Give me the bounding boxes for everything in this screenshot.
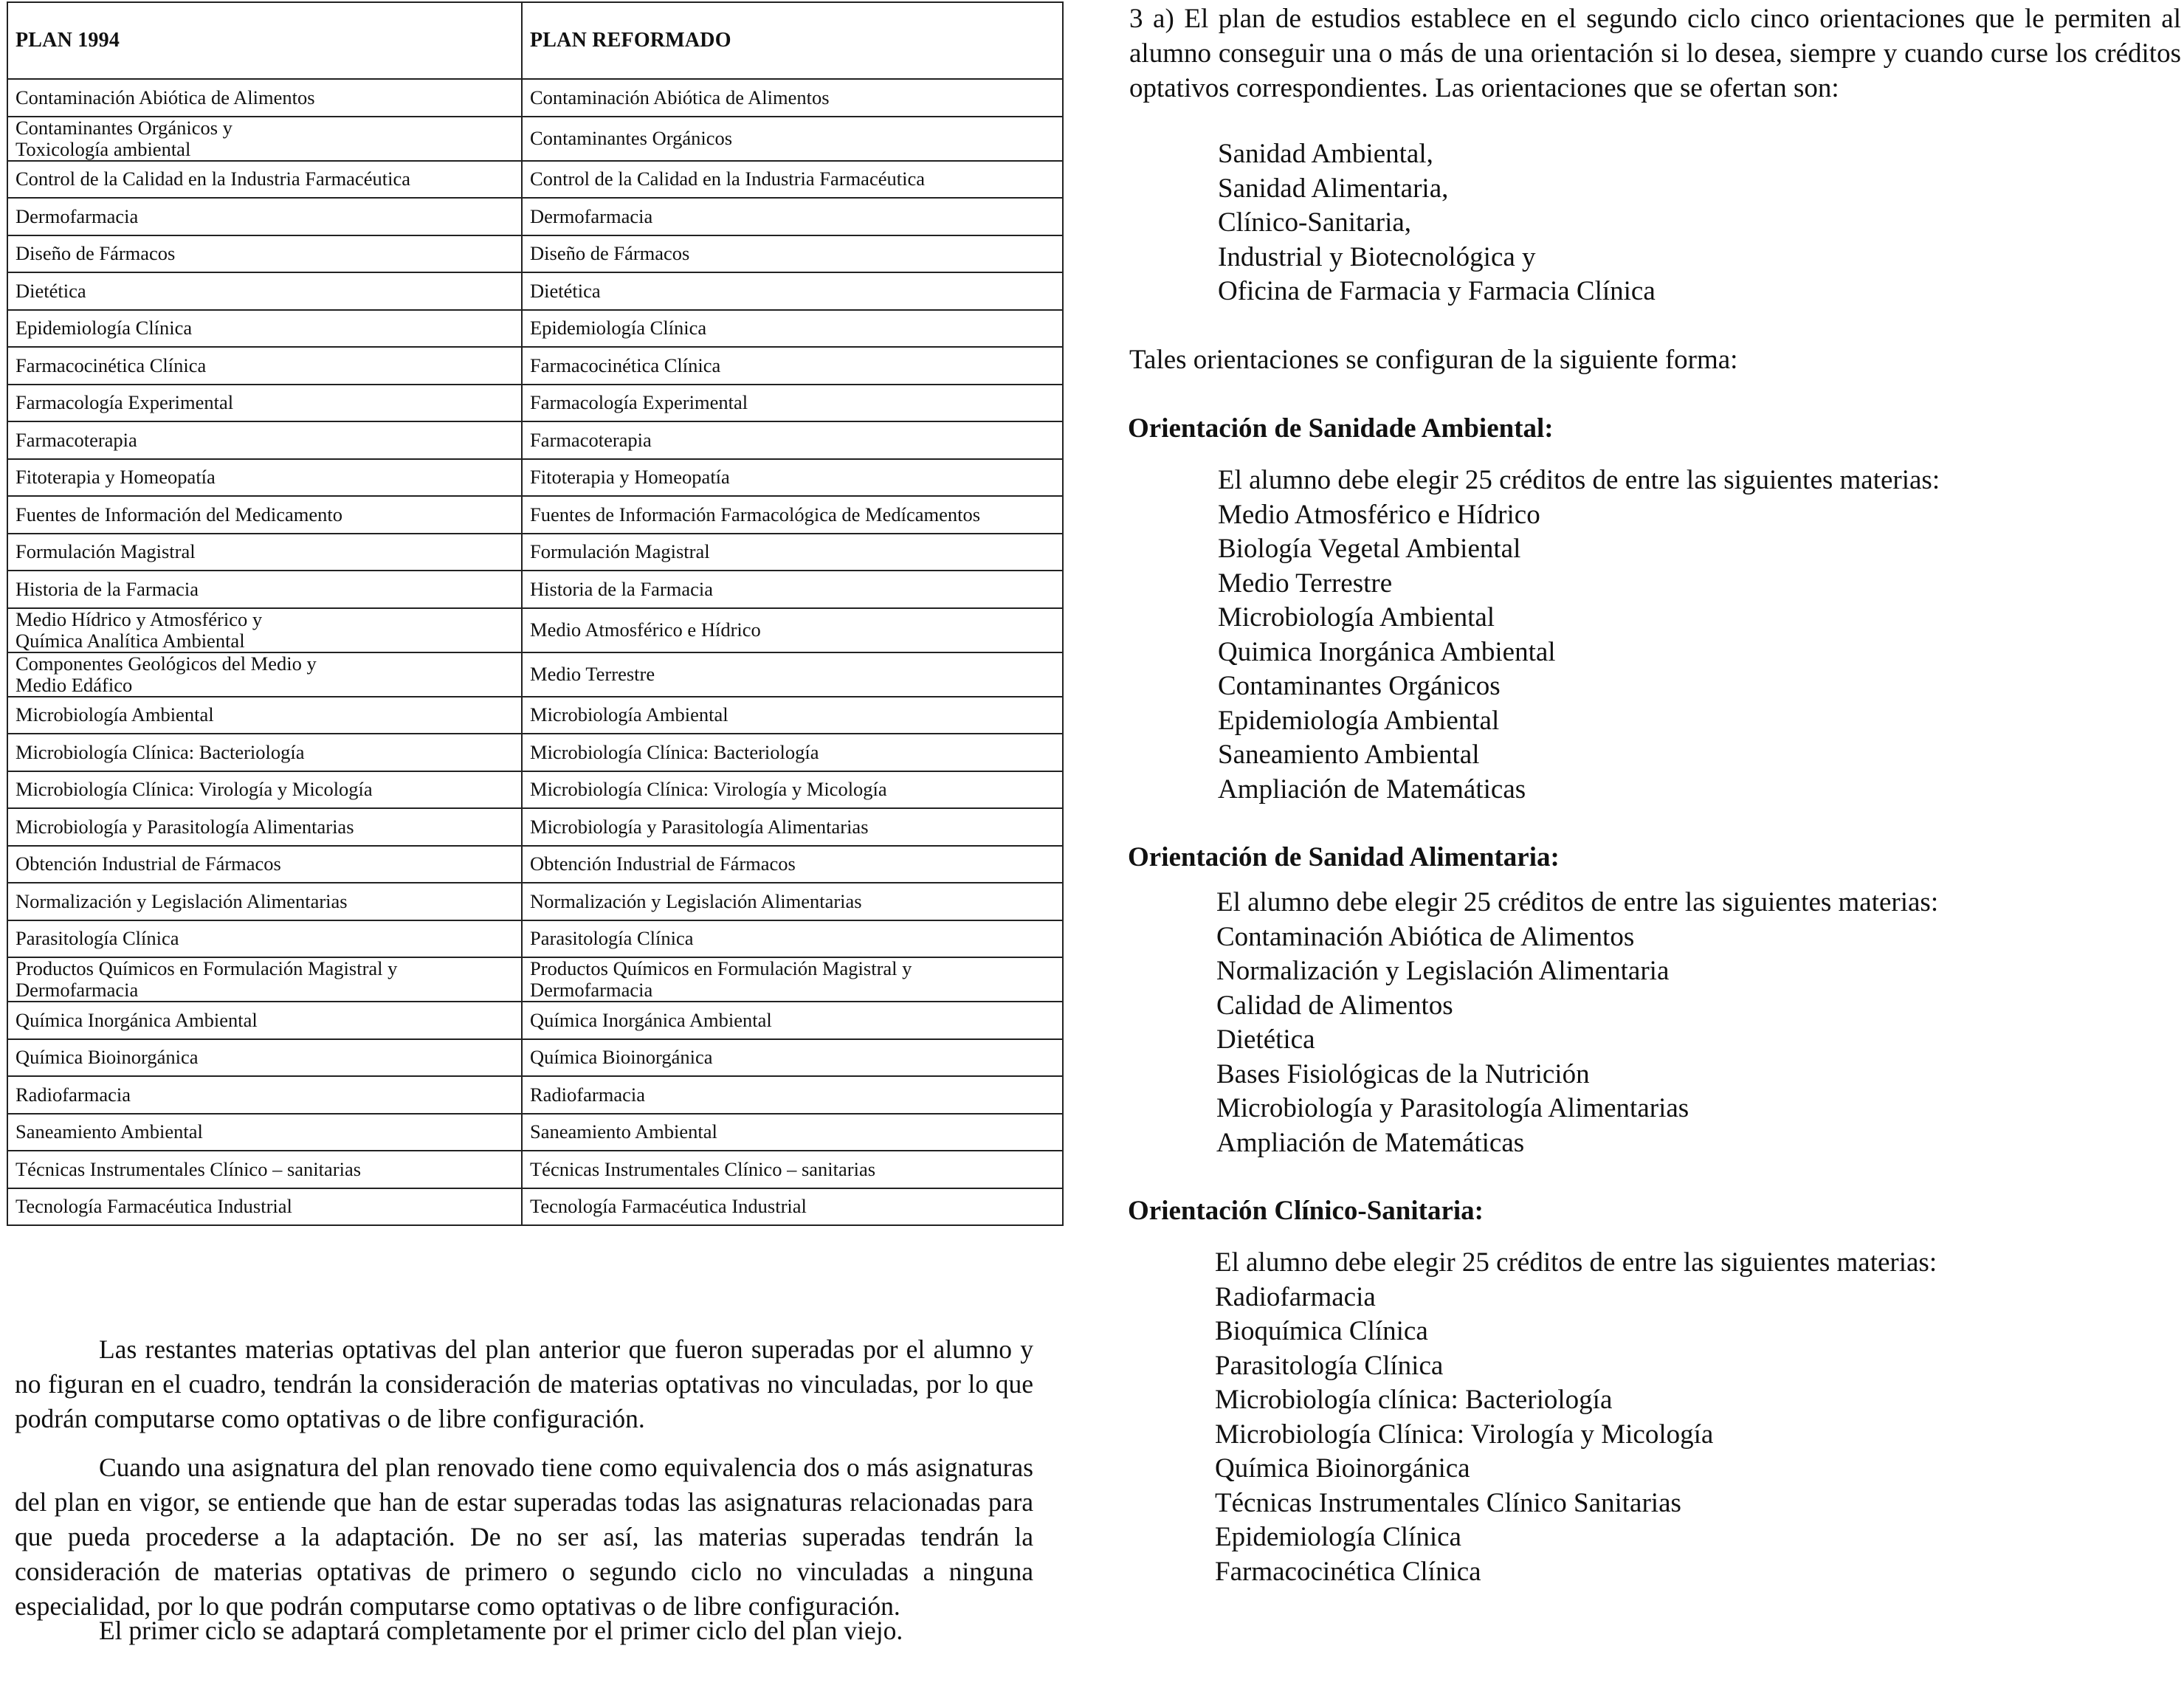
new-plan-cell: Química Bioinorgánica [522,1039,1063,1077]
old-plan-cell: Productos Químicos en Formulación Magistral y Dermofarmacia [7,957,522,1002]
header-plan-reformado: PLAN REFORMADO [522,2,1063,79]
new-plan-cell: Normalización y Legislación Alimentarias [522,883,1063,920]
header-plan-1994: PLAN 1994 [7,2,522,79]
list-item: Biología Vegetal Ambiental [1218,534,1521,564]
list-item: Dietética [1216,1024,1315,1055]
list-item: Quimica Inorgánica Ambiental [1218,636,1556,667]
list-item: Normalización y Legislación Alimentaria [1216,956,1670,986]
new-plan-cell: Obtención Industrial de Fármacos [522,846,1063,883]
list-item: Saneamiento Ambiental [1218,740,1480,770]
list-item: Contaminación Abiótica de Alimentos [1216,921,1635,952]
table-row [7,347,1063,385]
new-plan-cell: Farmacocinética Clínica [522,347,1063,385]
list-item: Medio Terrestre [1218,568,1393,599]
equivalence-table [7,1,1064,1226]
list-item: Industrial y Biotecnológica y [1218,241,1536,272]
remaining-subjects-paragraph: Las restantes materias optativas del plan anterior que fueron superadas por el alumno y no figuran en el cuadro, tendrán la consideración de materias optativas no vinculadas, por lo que podrán computarse como optativas o de libre configuración. [15,1334,1033,1433]
list-item: Ampliación de Matemáticas [1216,1127,1525,1158]
old-plan-cell: Formulación Magistral [7,534,522,571]
new-plan-cell: Medio Atmosférico e Hídrico [522,608,1063,652]
new-plan-cell: Historia de la Farmacia [522,571,1063,608]
new-plan-cell: Fitoterapia y Homeopatía [522,459,1063,497]
subject-list-sanidad-alimentaria [1216,886,1938,1160]
new-plan-cell: Control de la Calidad en la Industria Farmacéutica [522,161,1063,199]
configuration-line: Tales orientaciones se configuran de la siguiente forma: [1129,345,1738,375]
new-plan-cell: Contaminantes Orgánicos [522,117,1063,161]
new-plan-cell: Epidemiología Clínica [522,310,1063,348]
old-plan-cell: Radiofarmacia [7,1076,522,1114]
table-row [7,79,1063,117]
old-plan-cell: Obtención Industrial de Fármacos [7,846,522,883]
old-plan-cell: Microbiología Clínica: Bacteriología [7,734,522,771]
first-cycle-paragraph: El primer ciclo se adaptará completamente por el primer ciclo del plan viejo. [99,1616,903,1645]
orientations-intro-paragraph: 3 a) El plan de estudios establece en el segundo ciclo cinco orientaciones que le permiten al alumno conseguir una o más de una orientación si lo desea, siempre y cuando curse los créditos optativos correspondientes. Las orientaciones que se ofertan son: [1129,4,2181,103]
old-plan-cell: Farmacología Experimental [7,385,522,422]
new-plan-cell: Productos Químicos en Formulación Magistral y Dermofarmacia [522,957,1063,1002]
new-plan-cell: Fuentes de Información Farmacológica de Medícamentos [522,496,1063,534]
section-heading-sanidad-alimentaria: Orientación de Sanidad Alimentaria: [1128,842,1560,872]
new-plan-cell: Medio Terrestre [522,652,1063,697]
list-item: Bioquímica Clínica [1215,1316,1428,1346]
list-item: Bases Fisiológicas de la Nutrición [1216,1058,1590,1089]
new-plan-cell: Saneamiento Ambiental [522,1114,1063,1151]
table-row [7,697,1063,734]
table-row [7,198,1063,235]
table-row [7,421,1063,459]
old-plan-cell: Contaminantes Orgánicos y Toxicología ambiental [7,117,522,161]
new-plan-cell: Química Inorgánica Ambiental [522,1002,1063,1039]
table-row [7,1114,1063,1151]
list-item: Farmacocinética Clínica [1215,1556,1481,1587]
list-item: Sanidad Alimentaria, [1218,173,1449,204]
old-plan-cell: Tecnología Farmacéutica Industrial [7,1188,522,1226]
table-row [7,534,1063,571]
table-row [7,883,1063,920]
list-item: Ampliación de Matemáticas [1218,774,1526,805]
table-header-row [7,2,1063,79]
orientations-list [1218,137,1656,309]
list-instruction: El alumno debe elegir 25 créditos de entre las siguientes materias: [1216,887,1939,917]
table-row [7,1039,1063,1077]
list-item: Microbiología Ambiental [1218,602,1495,633]
section-heading-sanidad-ambiental: Orientación de Sanidade Ambiental: [1128,413,1554,444]
old-plan-cell: Contaminación Abiótica de Alimentos [7,79,522,117]
list-item: Microbiología clínica: Bacteriología [1215,1385,1613,1415]
new-plan-cell: Microbiología Clínica: Virología y Micología [522,771,1063,809]
table-row [7,272,1063,310]
table-body [7,79,1063,1225]
old-plan-cell: Farmacoterapia [7,421,522,459]
list-instruction: El alumno debe elegir 25 créditos de entre las siguientes materias: [1215,1247,1937,1278]
table-row [7,310,1063,348]
table-row [7,771,1063,809]
list-item: Microbiología Clínica: Virología y Micología [1215,1419,1714,1450]
old-plan-cell: Medio Hídrico y Atmosférico y Química Analítica Ambiental [7,608,522,652]
section-heading-clinico-sanitaria: Orientación Clínico-Sanitaria: [1128,1196,1484,1226]
list-item: Radiofarmacia [1215,1281,1376,1312]
new-plan-cell: Contaminación Abiótica de Alimentos [522,79,1063,117]
new-plan-cell: Radiofarmacia [522,1076,1063,1114]
list-item: Oficina de Farmacia y Farmacia Clínica [1218,276,1656,306]
old-plan-cell: Microbiología Clínica: Virología y Micología [7,771,522,809]
table-row [7,496,1063,534]
new-plan-cell: Farmacología Experimental [522,385,1063,422]
old-plan-cell: Química Inorgánica Ambiental [7,1002,522,1039]
new-plan-cell: Formulación Magistral [522,534,1063,571]
list-item: Sanidad Ambiental, [1218,139,1433,169]
old-plan-cell: Control de la Calidad en la Industria Farmacéutica [7,161,522,199]
old-plan-cell: Fuentes de Información del Medicamento [7,496,522,534]
table-row [7,1188,1063,1226]
old-plan-cell: Componentes Geológicos del Medio y Medio Edáfico [7,652,522,697]
list-item: Microbiología y Parasitología Alimentarias [1216,1093,1689,1123]
list-item: Medio Atmosférico e Hídrico [1218,499,1540,530]
table-row [7,161,1063,199]
new-plan-cell: Tecnología Farmacéutica Industrial [522,1188,1063,1226]
old-plan-cell: Microbiología Ambiental [7,697,522,734]
list-item: Epidemiología Clínica [1215,1522,1461,1552]
table-row [7,235,1063,273]
table-row [7,652,1063,697]
list-item: Parasitología Clínica [1215,1350,1444,1381]
list-item: Química Bioinorgánica [1215,1453,1470,1484]
old-plan-cell: Química Bioinorgánica [7,1039,522,1077]
new-plan-cell: Dermofarmacia [522,198,1063,235]
new-plan-cell: Técnicas Instrumentales Clínico – sanitarias [522,1151,1063,1188]
old-plan-cell: Fitoterapia y Homeopatía [7,459,522,497]
old-plan-cell: Farmacocinética Clínica [7,347,522,385]
new-plan-cell: Parasitología Clínica [522,920,1063,958]
table-row [7,571,1063,608]
list-instruction: El alumno debe elegir 25 créditos de entre las siguientes materias: [1218,465,1940,495]
list-item: Técnicas Instrumentales Clínico Sanitarias [1215,1487,1681,1518]
list-item: Epidemiología Ambiental [1218,705,1500,736]
table-row [7,1002,1063,1039]
new-plan-cell: Microbiología Ambiental [522,697,1063,734]
list-item: Clínico-Sanitaria, [1218,207,1412,238]
old-plan-cell: Normalización y Legislación Alimentarias [7,883,522,920]
old-plan-cell: Epidemiología Clínica [7,310,522,348]
old-plan-cell: Microbiología y Parasitología Alimentarias [7,808,522,846]
new-plan-cell: Farmacoterapia [522,421,1063,459]
new-plan-cell: Microbiología Clínica: Bacteriología [522,734,1063,771]
new-plan-cell: Microbiología y Parasitología Alimentarias [522,808,1063,846]
list-item: Contaminantes Orgánicos [1218,671,1501,701]
new-plan-cell: Diseño de Fármacos [522,235,1063,273]
old-plan-cell: Dermofarmacia [7,198,522,235]
subject-list-clinico-sanitaria [1215,1246,1937,1589]
table-row [7,734,1063,771]
old-plan-cell: Parasitología Clínica [7,920,522,958]
table-row [7,957,1063,1002]
old-plan-cell: Técnicas Instrumentales Clínico – sanitarias [7,1151,522,1188]
table-row [7,608,1063,652]
table-row [7,808,1063,846]
old-plan-cell: Diseño de Fármacos [7,235,522,273]
list-item: Calidad de Alimentos [1216,990,1453,1021]
table-row [7,1076,1063,1114]
equivalence-rule-paragraph: Cuando una asignatura del plan renovado tiene como equivalencia dos o más asignaturas del plan en vigor, se entiende que han de estar superadas todas las asignaturas relacionadas para que pueda procederse a la adaptación. De no ser así, las materias superadas tendrán la consideración de materias optativas de primero o segundo ciclo no vinculadas a ninguna especialidad, por lo que podrán computarse como optativas o de libre configuración. [15,1453,1033,1621]
subject-list-sanidad-ambiental [1218,464,1940,807]
table-row [7,920,1063,958]
table-row [7,459,1063,497]
new-plan-cell: Dietética [522,272,1063,310]
old-plan-cell: Saneamiento Ambiental [7,1114,522,1151]
table-row [7,385,1063,422]
old-plan-cell: Dietética [7,272,522,310]
table-row [7,117,1063,161]
old-plan-cell: Historia de la Farmacia [7,571,522,608]
table-row [7,846,1063,883]
table-row [7,1151,1063,1188]
